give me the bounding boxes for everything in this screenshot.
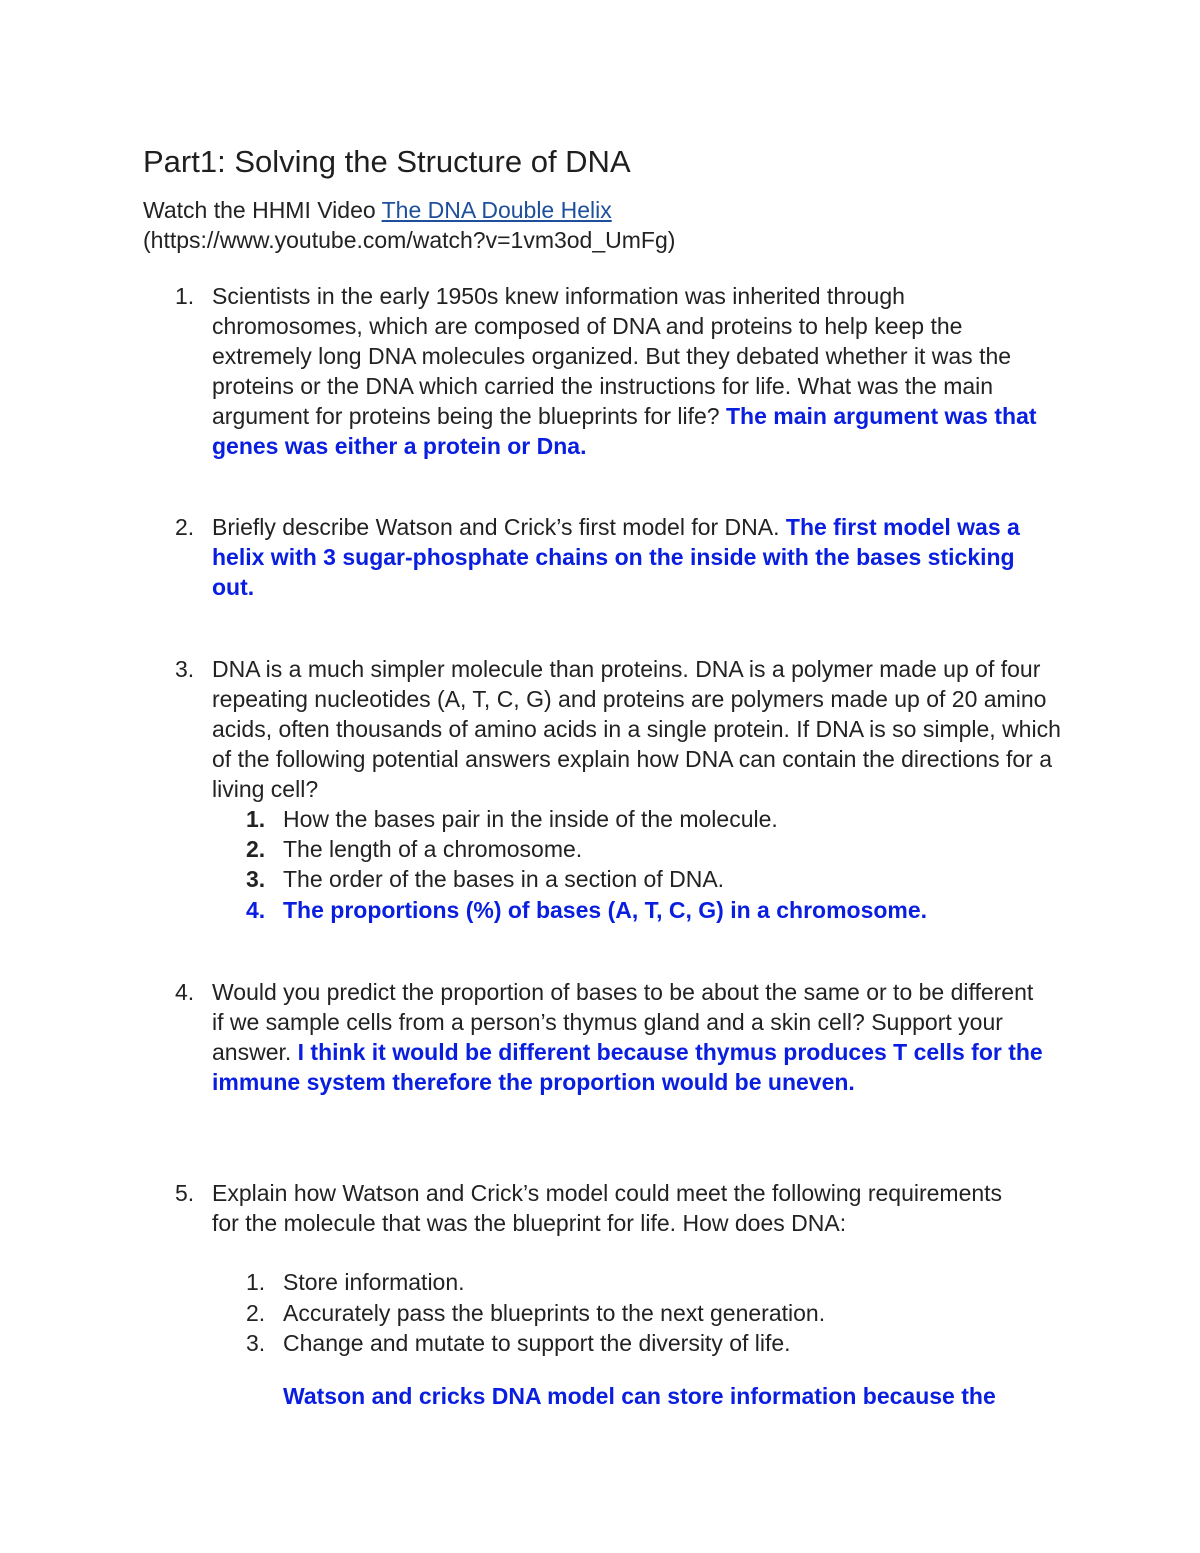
question-number: 3. [175,656,195,682]
option-number: 1. [246,1269,266,1295]
question-body [212,281,1057,461]
question-number: 5. [175,1180,195,1206]
question-body [212,654,1062,804]
option-number: 2. [246,836,266,862]
question-text: Explain how Watson and Crick’s model could meet the following requirements for the molecule that was the blueprint for life. How does DNA: [212,1180,1003,1236]
option-number: 1. [246,806,266,832]
option-number: 2. [246,1300,266,1326]
video-link[interactable]: The DNA Double Helix [381,197,612,223]
question-text: Briefly describe Watson and Crick’s first model for DNA. [212,514,786,540]
option-text: Store information. [283,1269,465,1295]
question-number: 4. [175,979,195,1005]
option-text: The proportions (%) of bases (A, T, C, G) in a chromosome. [283,897,928,923]
question-number: 2. [175,514,195,540]
video-url: (https://www.youtube.com/watch?v=1vm3od_UmFg) [143,227,676,253]
option-text: The length of a chromosome. [283,836,583,862]
option-number: 4. [246,897,266,923]
question-body [212,512,1042,602]
question-body [212,1178,1032,1238]
question-body [212,977,1047,1097]
option-number: 3. [246,1330,266,1356]
question-number: 1. [175,283,195,309]
option-text: Change and mutate to support the diversity of life. [283,1330,791,1356]
option-number: 3. [246,866,266,892]
answer-text: The first model was a helix with 3 sugar-phosphate chains on the inside with the bases sticking out. [212,514,1020,600]
final-answer-text: Watson and cricks DNA model can store information because the [283,1383,996,1409]
option-text: How the bases pair in the inside of the molecule. [283,806,778,832]
answer-text: I think it would be different because thymus produces T cells for the immune system therefore the proportion would be uneven. [212,1039,1043,1095]
question-text: Scientists in the early 1950s knew information was inherited through chromosomes, which are composed of DNA and proteins to help keep the extremely long DNA molecules organized. But they debated whether it was the proteins or the DNA which carried the instructions for life. What was the main argument for proteins being the blueprints for life? [212,283,1012,429]
question-text: DNA is a much simpler molecule than proteins. DNA is a polymer made up of four repeating nucleotides (A, T, C, G) and proteins are polymers made up of 20 amino acids, often thousands of amino acids in a single protein. If DNA is so simple, which of the following potential answers explain how DNA can contain the directions for a living cell? [212,656,1061,802]
option-text: The order of the bases in a section of DNA. [283,866,725,892]
intro-prefix: Watch the HHMI Video [143,197,382,223]
option-text: Accurately pass the blueprints to the next generation. [283,1300,826,1326]
question-text: Would you predict the proportion of bases to be about the same or to be different if we sample cells from a person’s thymus gland and a skin cell? Support your answer. [212,979,1034,1065]
intro-line [143,195,675,255]
page-title: Part1: Solving the Structure of DNA [143,144,631,179]
answer-text: The main argument was that genes was either a protein or Dna. [212,403,1037,459]
